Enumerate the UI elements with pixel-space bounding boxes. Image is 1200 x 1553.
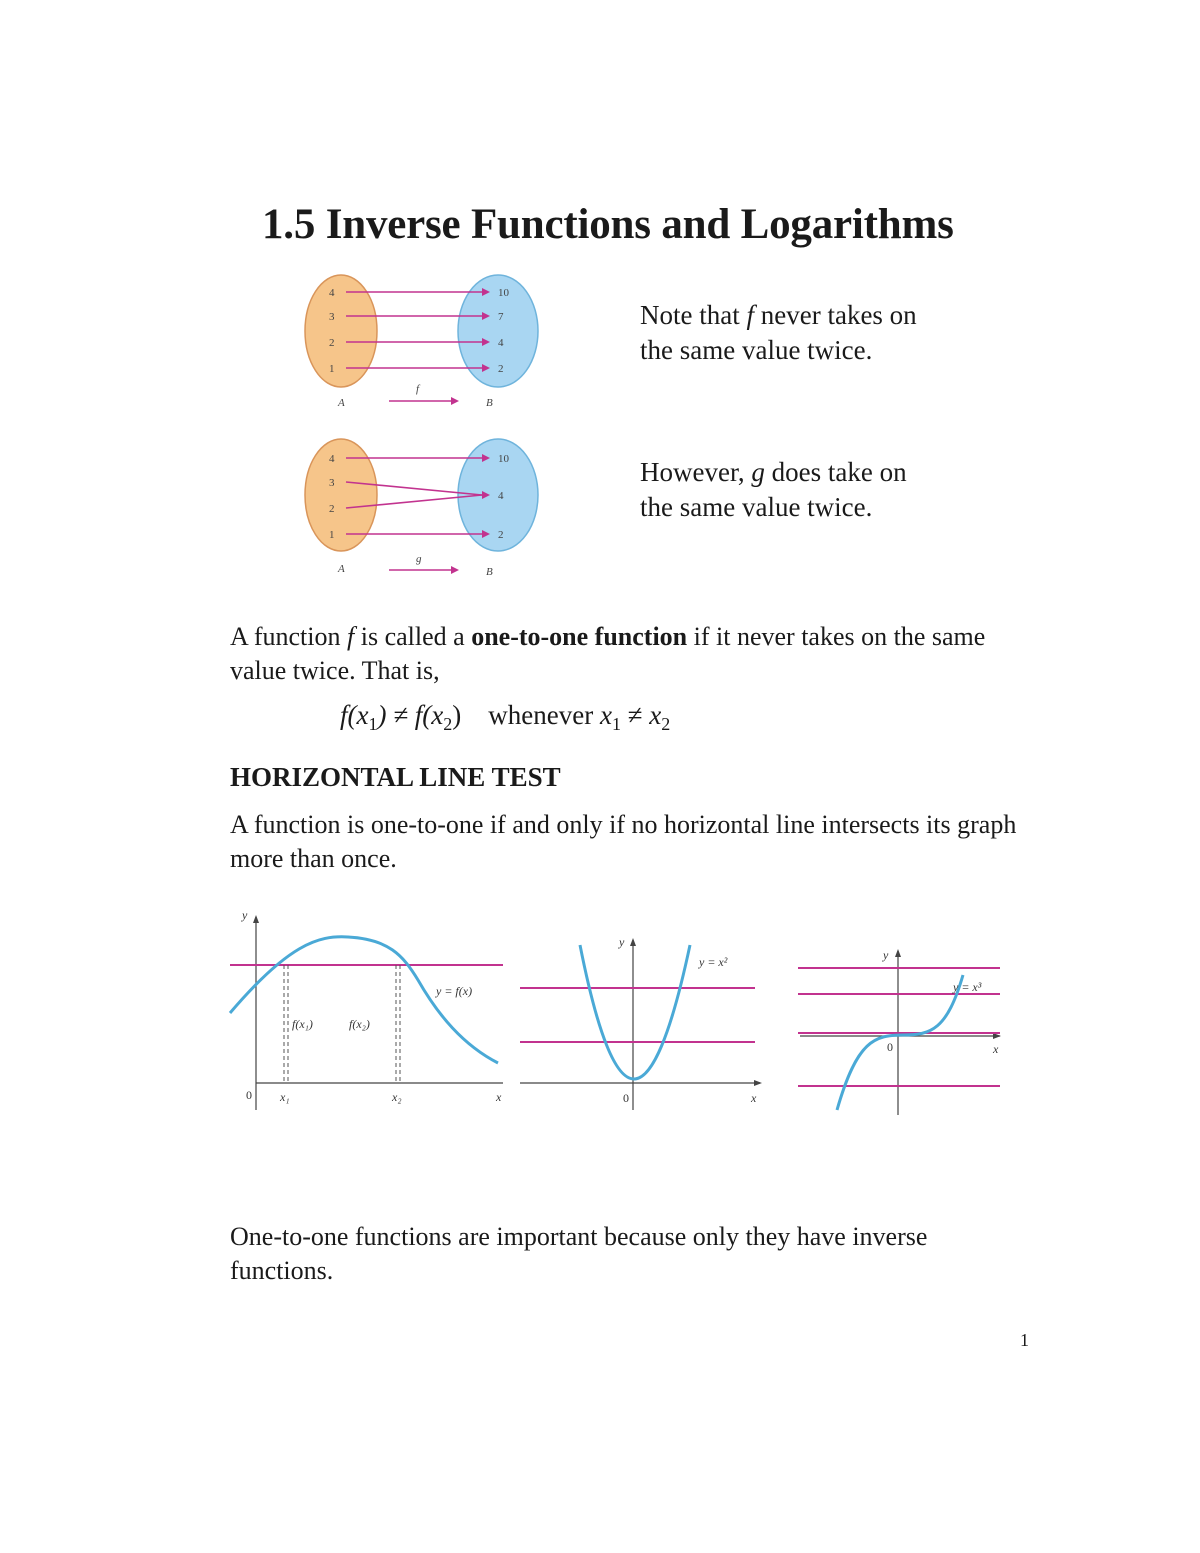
formula-part: f(x — [340, 700, 369, 730]
function-symbol: g — [751, 457, 765, 487]
range-label: B — [486, 397, 493, 409]
function-label: f — [416, 383, 420, 395]
page-title: 1.5 Inverse Functions and Logarithms — [262, 201, 954, 248]
curve — [837, 975, 963, 1110]
domain-value: 2 — [329, 503, 335, 515]
domain-value: 1 — [329, 529, 335, 541]
range-value: 4 — [498, 490, 504, 502]
range-value: 2 — [498, 529, 504, 541]
curve — [580, 945, 690, 1079]
formula-subscript: 1 — [611, 714, 621, 734]
x-axis-label: x — [751, 1091, 757, 1105]
note-text: the same value twice. — [640, 335, 873, 365]
horizontal-line-test-body: A function is one-to-one if and only if no horizontal line intersects its graph more than once. — [230, 810, 1017, 873]
curve-label: y = x² — [699, 955, 728, 969]
range-value: 7 — [498, 311, 504, 323]
formula-subscript: 1 — [368, 714, 378, 734]
range-label: B — [486, 566, 493, 578]
curve — [230, 937, 498, 1063]
curve-label: y = x³ — [953, 980, 982, 994]
formula-part: x — [649, 700, 662, 730]
domain-value: 2 — [329, 337, 335, 349]
formula-part: ≠ — [627, 700, 643, 730]
formula-word: whenever — [488, 700, 594, 730]
domain-value: 3 — [329, 477, 335, 489]
x-axis-label: x — [993, 1042, 999, 1056]
note-text: does take on — [764, 457, 907, 487]
formula-part: x — [599, 700, 612, 730]
formula-part: ) — [452, 700, 462, 730]
range-value: 10 — [498, 453, 509, 465]
fx2-label: f(x₂) — [349, 1017, 370, 1031]
range-value: 10 — [498, 287, 509, 299]
formula-subscript: 2 — [661, 714, 671, 734]
origin-label: 0 — [623, 1091, 629, 1105]
function-label: g — [416, 553, 422, 565]
domain-label: A — [338, 563, 345, 575]
note-g — [640, 455, 907, 525]
domain-value: 1 — [329, 363, 335, 375]
note-text: never takes on — [754, 300, 917, 330]
mapping-diagram-f — [296, 268, 556, 413]
graph-parabola — [515, 930, 765, 1120]
mapping-diagram-g — [296, 432, 556, 582]
y-axis-label: y — [242, 908, 248, 922]
section-heading: HORIZONTAL LINE TEST — [230, 762, 561, 792]
definition-text: is called a — [354, 622, 472, 651]
definition-paragraph — [230, 620, 1030, 688]
origin-label: 0 — [246, 1088, 252, 1102]
note-text: the same value twice. — [640, 492, 873, 522]
domain-value: 4 — [329, 453, 335, 465]
x-axis-label: x — [496, 1090, 502, 1104]
formula-part: ) ≠ f(x — [377, 700, 444, 730]
note-text: However, — [640, 457, 752, 487]
closing-paragraph: One-to-one functions are important because only they have inverse functions. — [230, 1222, 928, 1285]
fx1-label: f(x₁) — [292, 1017, 313, 1031]
note-f — [640, 298, 917, 368]
definition-text: A function — [230, 622, 347, 651]
x1-label: x₁ — [280, 1090, 290, 1104]
y-axis-label: y — [619, 935, 625, 949]
note-text: Note that — [640, 300, 747, 330]
function-symbol: f — [347, 622, 355, 651]
formula-subscript: 2 — [443, 714, 453, 734]
graph-cubic — [795, 945, 1010, 1120]
graph-general-function — [228, 905, 513, 1120]
curve-label: y = f(x) — [436, 984, 473, 998]
domain-value: 4 — [329, 287, 335, 299]
page-number: 1 — [1020, 1330, 1029, 1350]
x2-label: x₂ — [392, 1090, 402, 1104]
range-value: 4 — [498, 337, 504, 349]
one-to-one-formula — [340, 700, 670, 735]
origin-label: 0 — [887, 1040, 893, 1054]
range-value: 2 — [498, 363, 504, 375]
y-axis-label: y — [883, 948, 889, 962]
definition-text: if it never takes on the same value twice. That is, — [230, 622, 986, 685]
function-symbol: f — [746, 300, 754, 330]
defined-term: one-to-one function — [471, 622, 688, 651]
domain-value: 3 — [329, 311, 335, 323]
domain-label: A — [338, 397, 345, 409]
